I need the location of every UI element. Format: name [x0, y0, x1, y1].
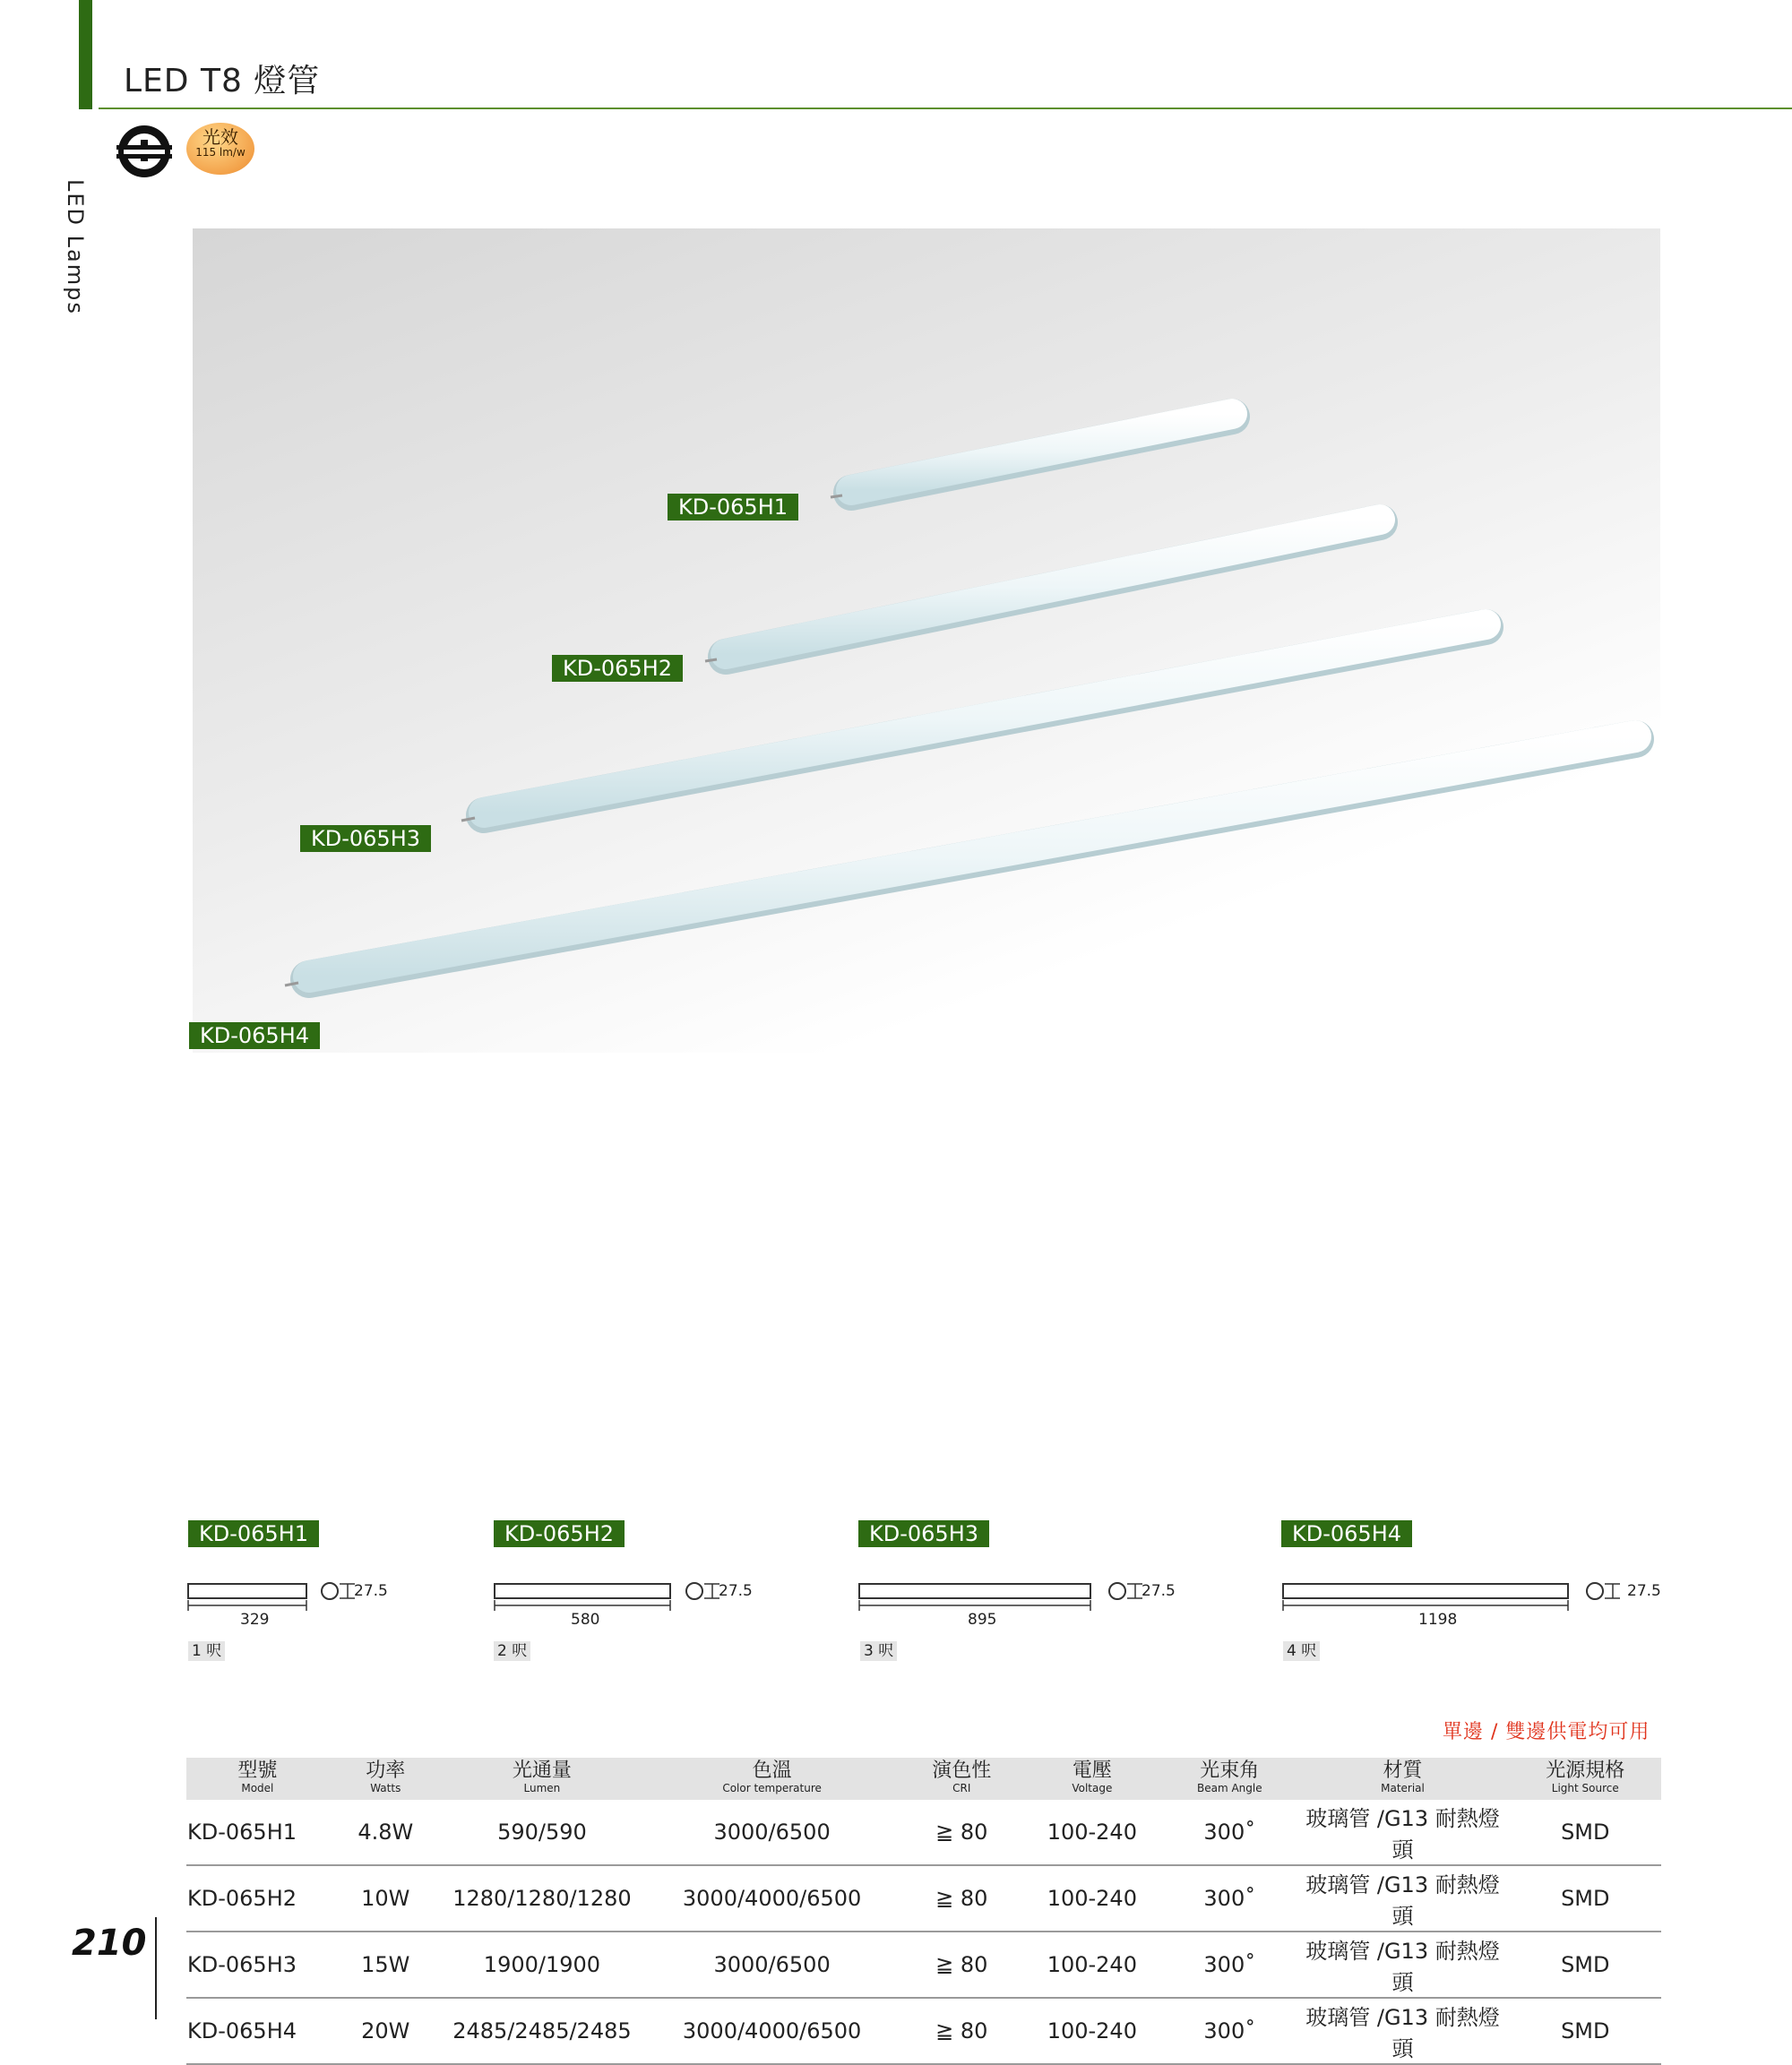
cell-beam-angle: 300˚: [1163, 1998, 1296, 2064]
col-light-source: 光源規格 Light Source: [1510, 1758, 1661, 1800]
col-color-temperature: 色溫 Color temperature: [642, 1758, 902, 1800]
drawing-model-label: KD-065H1: [188, 1520, 319, 1547]
size-label: 2 呎: [494, 1641, 530, 1661]
power-supply-note: 單邊 / 雙邊供電均可用: [1443, 1721, 1650, 1743]
efficacy-badge-value: 115 lm/w: [195, 146, 246, 159]
tube-kd-065h1: [831, 414, 1232, 497]
diameter-value: 27.5: [719, 1582, 753, 1600]
drawing-kd-065h2: [494, 1520, 625, 1547]
cell-watts: 20W: [329, 1998, 443, 2064]
table-row: [186, 1998, 1661, 2064]
drawing-kd-065h1: [188, 1520, 319, 1547]
size-label: 1 呎: [188, 1641, 225, 1661]
drawing-tube-outline-h4: [1281, 1577, 1640, 1630]
section-side-label: LED Lamps: [63, 179, 88, 315]
spec-table-header: [186, 1758, 1661, 1800]
cell-color-temperature: 3000/4000/6500: [642, 1865, 902, 1932]
cell-model: KD-065H4: [186, 1998, 329, 2064]
cell-material: 玻璃管 /G13 耐熱燈頭: [1296, 1998, 1509, 2064]
col-cri: 演色性 CRI: [902, 1758, 1021, 1800]
length-value: 580: [571, 1611, 600, 1629]
cell-lumen: 1900/1900: [443, 1932, 642, 1998]
cell-light-source: SMD: [1510, 1998, 1661, 2064]
cell-model: KD-065H2: [186, 1865, 329, 1932]
cell-light-source: SMD: [1510, 1865, 1661, 1932]
col-voltage: 電壓 Voltage: [1021, 1758, 1163, 1800]
size-label: 4 呎: [1283, 1641, 1320, 1661]
cell-lumen: 2485/2485/2485: [443, 1998, 642, 2064]
cell-lumen: 590/590: [443, 1800, 642, 1865]
drawing-model-label: KD-065H2: [494, 1520, 625, 1547]
cell-light-source: SMD: [1510, 1800, 1661, 1865]
cell-light-source: SMD: [1510, 1932, 1661, 1998]
col-beam-angle: 光束角 Beam Angle: [1163, 1758, 1296, 1800]
header-accent-bar: [79, 0, 92, 109]
certification-mark-icon: [116, 124, 172, 179]
cell-cri: ≧ 80: [902, 1998, 1021, 2064]
length-value: 329: [240, 1611, 270, 1629]
cell-lumen: 1280/1280/1280: [443, 1865, 642, 1932]
cell-cri: ≧ 80: [902, 1932, 1021, 1998]
photo-label-kd-065h1: KD-065H1: [668, 494, 798, 521]
cell-cri: ≧ 80: [902, 1865, 1021, 1932]
table-row: [186, 1932, 1661, 1998]
cell-beam-angle: 300˚: [1163, 1865, 1296, 1932]
diameter-value: 27.5: [354, 1582, 388, 1600]
efficacy-badge: [186, 123, 254, 175]
cell-model: KD-065H3: [186, 1932, 329, 1998]
drawing-kd-065h4: [1281, 1520, 1412, 1547]
cell-cri: ≧ 80: [902, 1800, 1021, 1865]
cell-watts: 10W: [329, 1865, 443, 1932]
table-row: [186, 1865, 1661, 1932]
title-divider: [99, 108, 1792, 109]
length-value: 895: [968, 1611, 997, 1629]
page-title: LED T8 燈管: [124, 63, 321, 99]
cell-voltage: 100-240: [1021, 1800, 1163, 1865]
cell-watts: 15W: [329, 1932, 443, 1998]
cell-material: 玻璃管 /G13 耐熱燈頭: [1296, 1932, 1509, 1998]
cell-color-temperature: 3000/6500: [642, 1932, 902, 1998]
cell-color-temperature: 3000/6500: [642, 1800, 902, 1865]
drawing-model-label: KD-065H3: [858, 1520, 989, 1547]
diameter-value: 27.5: [1142, 1582, 1176, 1600]
drawing-tube-outline-h3: [857, 1577, 1162, 1630]
photo-label-kd-065h3: KD-065H3: [300, 825, 431, 852]
cell-voltage: 100-240: [1021, 1865, 1163, 1932]
tube-kd-065h4: [285, 736, 1635, 985]
cell-voltage: 100-240: [1021, 1932, 1163, 1998]
cell-material: 玻璃管 /G13 耐熱燈頭: [1296, 1865, 1509, 1932]
product-photo: [193, 228, 1660, 1053]
cell-beam-angle: 300˚: [1163, 1932, 1296, 1998]
drawing-kd-065h3: [858, 1520, 989, 1547]
length-value: 1198: [1418, 1611, 1458, 1629]
diameter-value: 27.5: [1627, 1582, 1661, 1600]
cell-material: 玻璃管 /G13 耐熱燈頭: [1296, 1800, 1509, 1865]
cell-model: KD-065H1: [186, 1800, 329, 1865]
col-material: 材質 Material: [1296, 1758, 1509, 1800]
cell-watts: 4.8W: [329, 1800, 443, 1865]
col-watts: 功率 Watts: [329, 1758, 443, 1800]
page-number-divider: [155, 1917, 157, 2019]
cell-beam-angle: 300˚: [1163, 1800, 1296, 1865]
col-lumen: 光通量 Lumen: [443, 1758, 642, 1800]
efficacy-badge-title: 光效: [202, 126, 238, 148]
drawing-model-label: KD-065H4: [1281, 1520, 1412, 1547]
col-model: 型號 Model: [186, 1758, 329, 1800]
page-number: 210: [72, 1923, 147, 1964]
size-label: 3 呎: [860, 1641, 897, 1661]
tubes-illustration: [193, 228, 1660, 1053]
photo-label-kd-065h2: KD-065H2: [552, 655, 683, 682]
tube-kd-065h2: [705, 520, 1380, 661]
cell-voltage: 100-240: [1021, 1998, 1163, 2064]
photo-label-kd-065h4: KD-065H4: [189, 1022, 320, 1049]
table-row: [186, 1800, 1661, 1865]
cell-color-temperature: 3000/4000/6500: [642, 1998, 902, 2064]
